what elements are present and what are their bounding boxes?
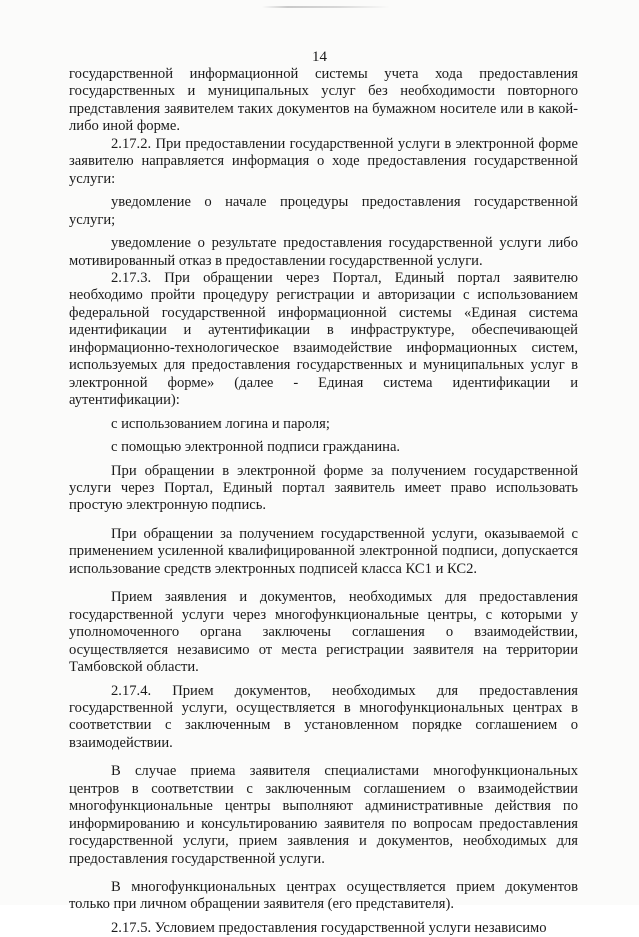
- paragraph-electronic-signature: с помощью электронной подписи гражданина.: [111, 439, 401, 456]
- paragraph-2-17-5: 2.17.5. Условием предоставления государственной услуги независимо: [111, 919, 547, 936]
- paragraph-notice-result: уведомление о результате предоставления государственной услуги либо мотивированный отказ в предоставлении государственной услуги.: [69, 235, 578, 269]
- paragraph-personal-appeal: В многофункциональных центрах осуществляется прием документов только при личном обращении заявителя (его представителя).: [69, 879, 578, 913]
- paragraph-2-17-2: 2.17.2. При предоставлении государственной услуги в электронной форме заявителю направляется информация о ходе предоставления государственной услуги:: [69, 135, 578, 187]
- page-number: 14: [312, 49, 327, 65]
- paragraph-login-password: с использованием логина и пароля;: [111, 415, 330, 432]
- paragraph-2-17-3: 2.17.3. При обращении через Портал, Единый портал заявителю необходимо пройти процедуру регистрации и авторизации с использованием федеральной государственной информационной системы «Единая система идентификации и аутентификации в инфраструктуре, обеспечивающей информационно-технологическое взаимодействие информационных систем, используемых для предоставления государственных и муниципальных услуг в электронной форме» (далее - Единая система идентификации и аутентификации):: [69, 269, 578, 409]
- paragraph-mfc-specialists: В случае приема заявителя специалистами многофункциональных центров в соответствии с заключенным соглашением о взаимодействии многофункциональные центры выполняют административные действия по информированию и консультированию заявителя по вопросам предоставления государственной услуги, прием заявления и документов, необходимых для предоставления государственной услуги.: [69, 763, 578, 867]
- paragraph-notice-start: уведомление о начале процедуры предоставления государственной услуги;: [69, 194, 578, 228]
- paragraph-simple-signature: При обращении в электронной форме за получением государственной услуги через Портал, Единый портал заявитель имеет право использовать простую электронную подпись.: [69, 462, 578, 514]
- document-body: [69, 66, 578, 937]
- paragraph-qualified-signature: При обращении за получением государственной услуги, оказываемой с применением усиленной квалифицированной электронной подписи, допускается использование средств электронных подписей класса КС1 и КС2.: [69, 525, 578, 577]
- paragraph-continuation: государственной информационной системы учета хода предоставления государственных и муниципальных услуг без необходимости повторного представления заявителем таких документов на бумажном носителе или в какой-либо иной форме.: [69, 66, 578, 135]
- paragraph-2-17-4: 2.17.4. Прием документов, необходимых для предоставления государственной услуги, осуществляется в многофункциональных центрах в соответствии с заключенным в установленном порядке соглашением о взаимодействии.: [69, 682, 578, 751]
- paragraph-mfc-reception: Прием заявления и документов, необходимых для предоставления государственной услуги через многофункциональные центры, с которыми у уполномоченного органа заключены соглашения о взаимодействии, осуществляется независимо от места регистрации заявителя на территории Тамбовской области.: [69, 589, 578, 676]
- scan-edge-mark: [262, 6, 390, 8]
